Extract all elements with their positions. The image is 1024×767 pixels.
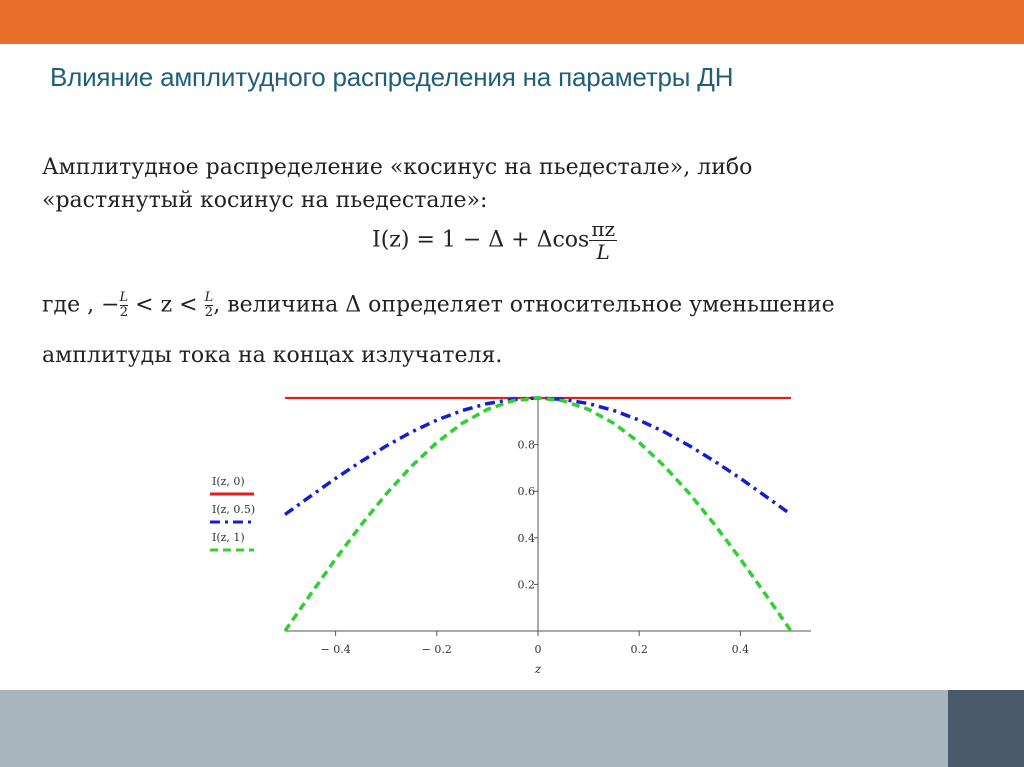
amplitude-chart [200, 385, 820, 685]
condition-frac-right-num: L [204, 290, 214, 305]
top-accent-bar [0, 0, 1024, 44]
x-axis-label: z [534, 662, 542, 676]
y-tick-label: 0.6 [517, 485, 535, 499]
body-text-line-2: «растянутый косинус на пьедестале»: [42, 188, 488, 213]
legend-label-3: I(z, 1) [212, 531, 245, 544]
condition-frac-left [120, 291, 129, 320]
plot-area [285, 398, 811, 676]
chart-legend [210, 475, 255, 550]
slide-title: Влияние амплитудного распределения на параметры ДН [50, 62, 734, 92]
y-tick-label: 0.4 [517, 531, 535, 545]
x-tick-label: 0.2 [630, 643, 648, 656]
condition-middle: < z < [135, 292, 198, 318]
condition-frac-left-den: 2 [119, 305, 128, 320]
condition-prefix: где , − [42, 292, 120, 318]
y-tick-label: 0.8 [517, 438, 535, 452]
condition-suffix: , величина Δ определяет относительное уменьшение [213, 292, 835, 318]
y-tick-label: 0.2 [517, 578, 535, 592]
formula-denominator: L [596, 240, 610, 264]
bottom-bar [0, 690, 948, 767]
formula [372, 218, 617, 263]
x-tick-label: 0 [534, 643, 542, 656]
legend-label-2: I(z, 0.5) [212, 503, 256, 516]
formula-fraction [589, 218, 617, 263]
condition-frac-left-num: L [119, 290, 129, 305]
condition-frac-right [205, 291, 214, 320]
legend-label-1: I(z, 0) [212, 475, 245, 488]
formula-numerator: πz [591, 217, 616, 241]
body-text-last: амплитуды тока на концах излучателя. [42, 343, 503, 368]
formula-lhs: I(z) = 1 − Δ + Δcos [372, 227, 590, 253]
condition-frac-right-den: 2 [204, 305, 214, 320]
x-tick-label: 0.4 [731, 643, 750, 656]
bottom-corner-block [948, 690, 1024, 767]
x-tick-label: − 0.2 [421, 643, 452, 656]
condition-line [42, 291, 835, 320]
body-text-line-1: Амплитудное распределение «косинус на пьедестале», либо [42, 155, 753, 180]
x-tick-label: − 0.4 [320, 643, 351, 656]
